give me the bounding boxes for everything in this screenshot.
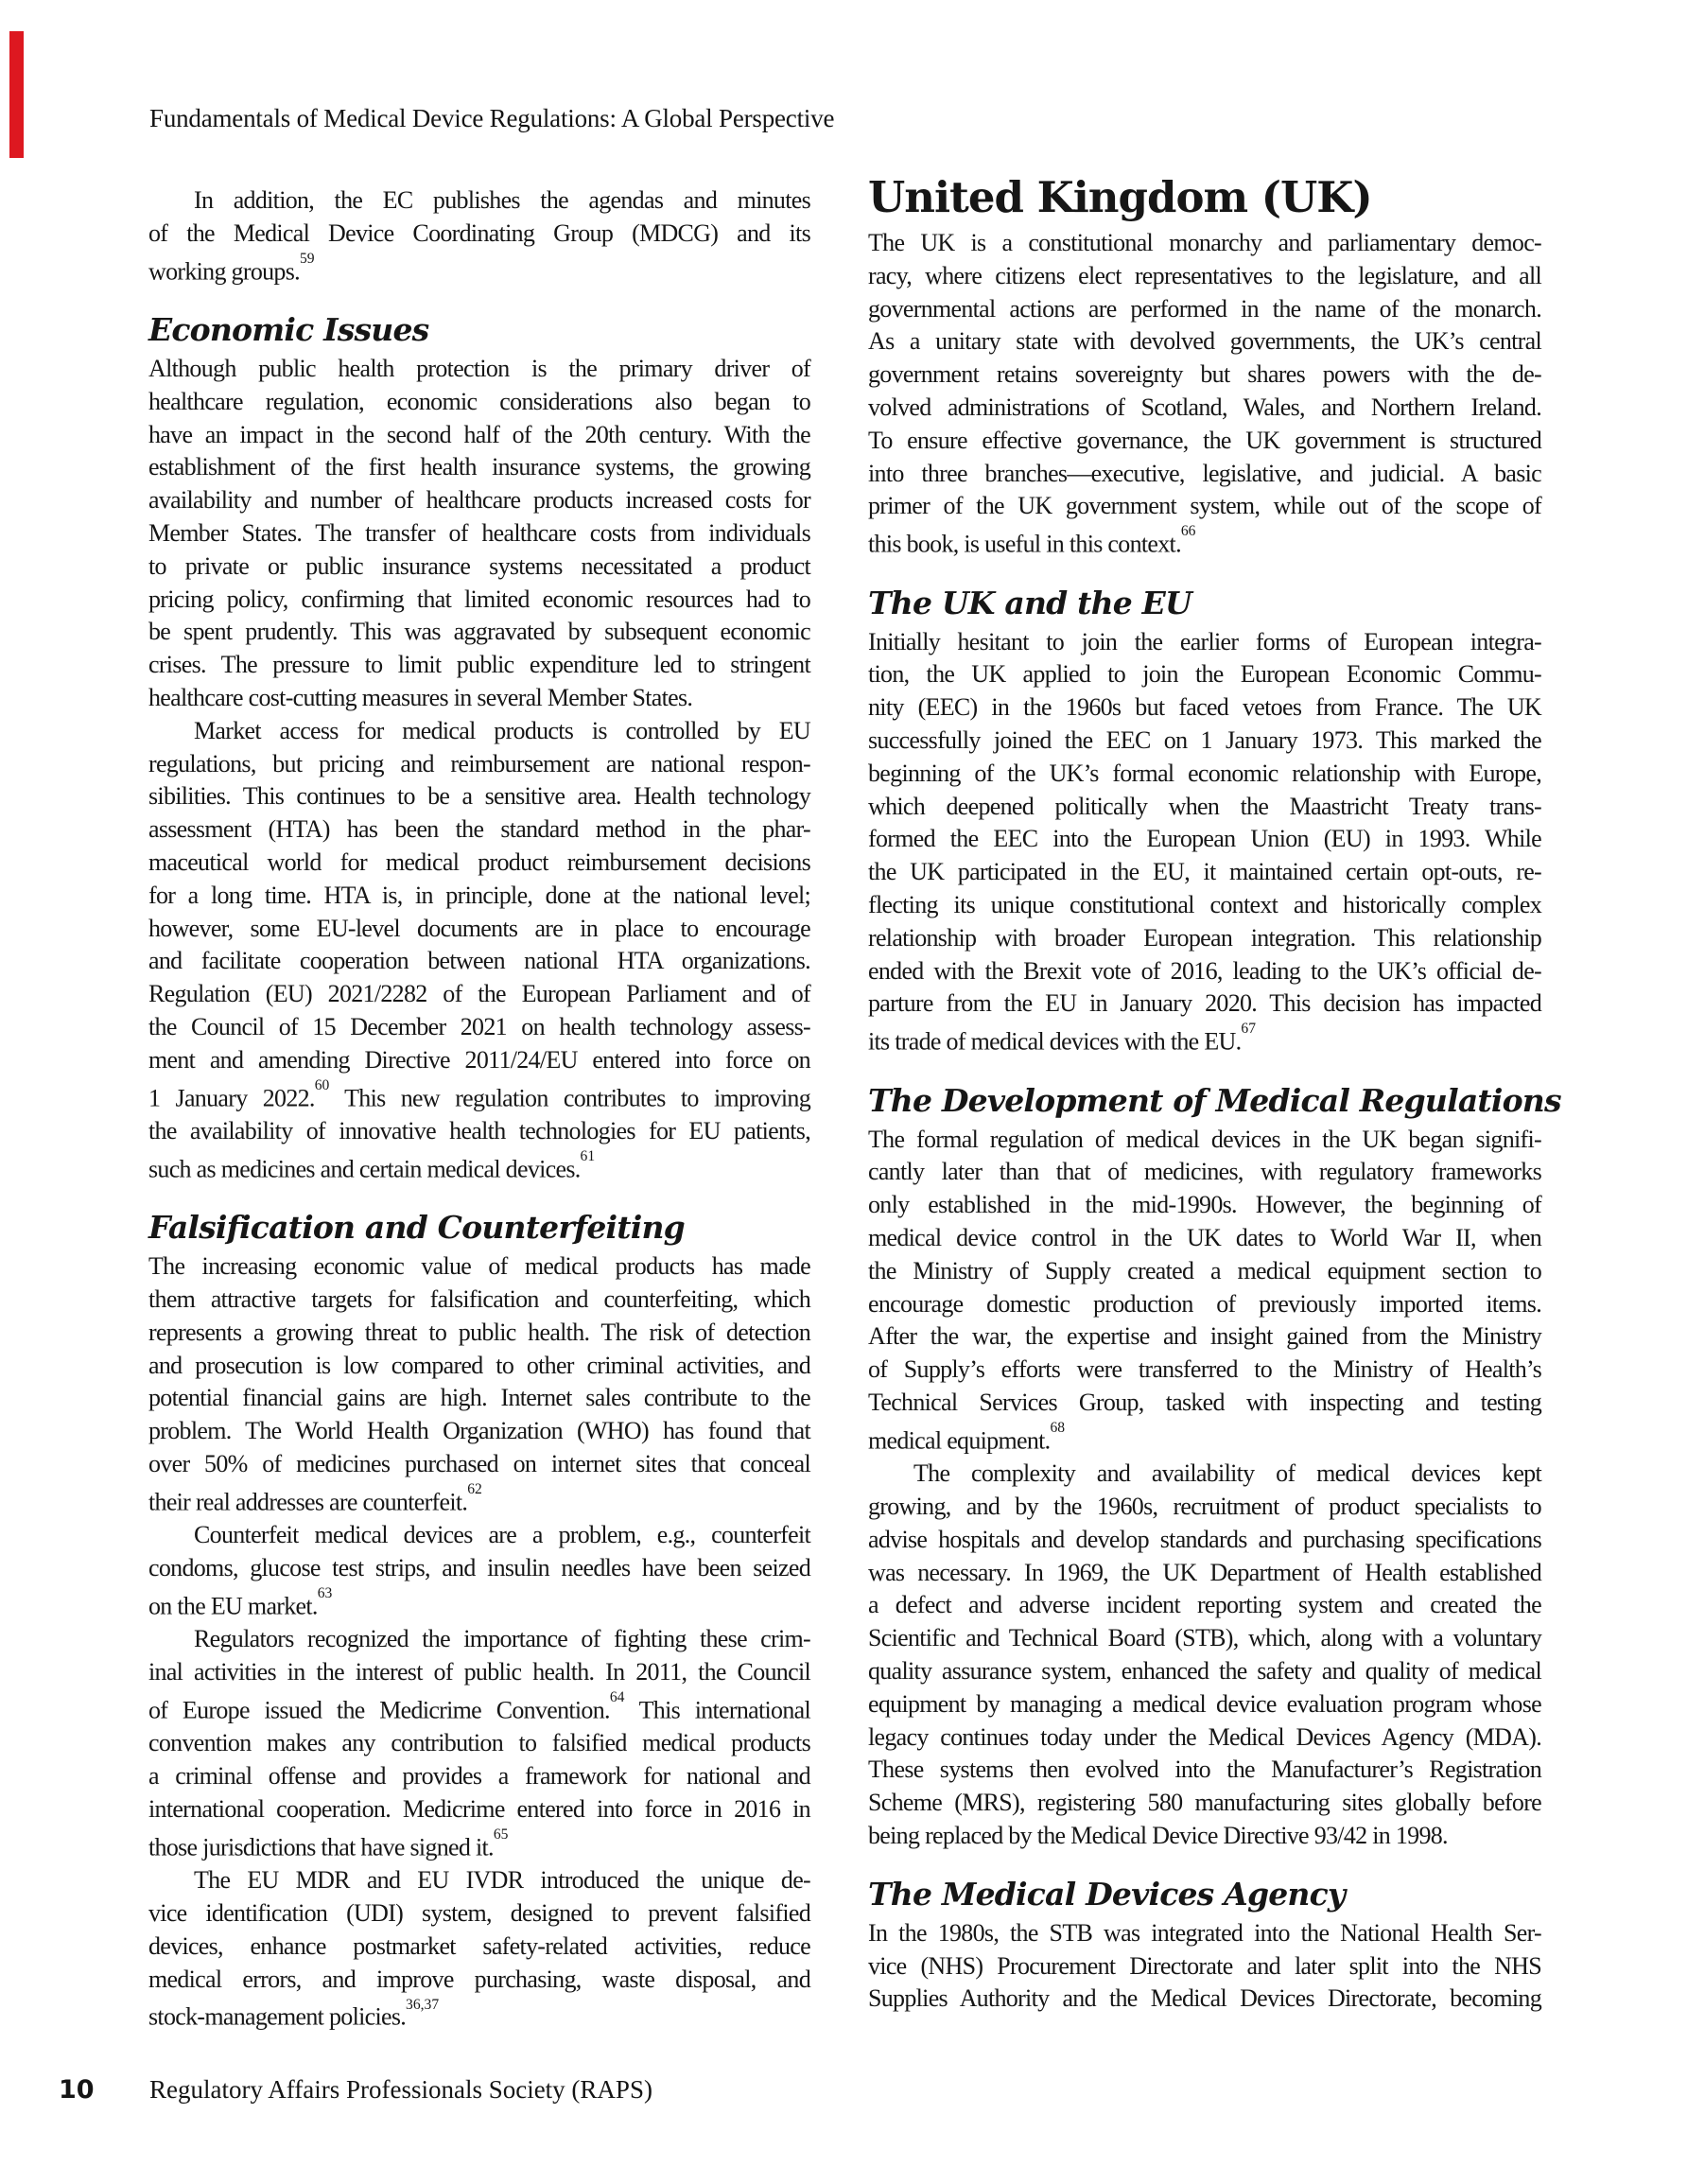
- text-line: of the Medical Device Coordinating Group (MDCG) and its: [148, 218, 810, 247]
- text-line: Supplies Authority and the Medical Devices Directorate, becoming: [868, 1984, 1541, 2013]
- text-line: Scheme (MRS), registering 580 manufacturing sites globally before: [868, 1789, 1541, 1817]
- footnote-reference: 66: [1180, 523, 1196, 540]
- text-line: legacy continues today under the Medical Devices Agency (MDA).: [868, 1722, 1541, 1751]
- chapter-edge-tab: [9, 31, 24, 158]
- text-line: assessment (HTA) has been the standard method in the phar-: [148, 815, 810, 844]
- text-line: healthcare cost-cutting measures in several Member States.: [148, 684, 693, 712]
- text-line: In the 1980s, the STB was integrated into the National Health Ser-: [868, 1918, 1541, 1947]
- text-line: Although public health protection is the primary driver of: [148, 355, 810, 383]
- text-line: After the war, the expertise and insight gained from the Ministry: [868, 1322, 1541, 1351]
- text-line: tion, the UK applied to join the European Economic Commu-: [868, 660, 1541, 689]
- text-line: Regulators recognized the importance of fighting these crim-: [194, 1625, 810, 1653]
- footnote-reference: 62: [467, 1481, 482, 1498]
- text-line: stock-management policies.$^{36,37}$: [148, 1996, 440, 2032]
- text-line: To ensure effective governance, the UK government is structured: [868, 426, 1541, 454]
- text-line: Regulation (EU) 2021/2282 of the European Parliament and of: [148, 980, 810, 1008]
- text-line: of Europe issued the Medicrime Convention.$^{64}$ This international: [148, 1689, 811, 1724]
- text-line: convention makes any contribution to falsified medical products: [148, 1729, 810, 1757]
- text-line: a criminal offense and provides a framework for national and: [148, 1762, 810, 1791]
- paragraph: [148, 184, 810, 288]
- paragraph: [148, 1623, 810, 1864]
- text-line: vice identification (UDI) system, designed to prevent falsified: [148, 1899, 810, 1928]
- footnote-reference: 65: [493, 1826, 509, 1843]
- section-title: United Kingdom (UK): [868, 172, 1372, 222]
- text-line: Counterfeit medical devices are a problem, e.g., counterfeit: [194, 1521, 810, 1549]
- footnote-reference: 61: [580, 1148, 596, 1165]
- text-line: These systems then evolved into the Manufacturer’s Registration: [868, 1756, 1541, 1784]
- footnote-reference: 67: [1241, 1021, 1256, 1038]
- section-heading: The UK and the EU: [868, 584, 1191, 621]
- text-line: its trade of medical devices with the EU.$^{67}$: [868, 1021, 1256, 1056]
- text-line: the UK participated in the EU, it maintained certain opt-outs, re-: [868, 858, 1541, 886]
- right-column: [868, 172, 1561, 2016]
- text-line: relationship with broader European integration. This relationship: [868, 923, 1541, 952]
- text-line: beginning of the UK’s formal economic relationship with Europe,: [868, 759, 1541, 787]
- text-line: the Council of 15 December 2021 on health technology assess-: [148, 1012, 810, 1040]
- text-line: The formal regulation of medical devices in the UK began signifi-: [868, 1125, 1541, 1153]
- paragraph: [148, 1519, 810, 1623]
- text-line: ment and amending Directive 2011/24/EU entered into force on: [148, 1045, 810, 1074]
- text-line: As a unitary state with devolved governments, the UK’s central: [868, 327, 1541, 356]
- text-line: Initially hesitant to join the earlier forms of European integra-: [868, 627, 1541, 655]
- text-line: equipment by managing a medical device evaluation program whose: [868, 1689, 1541, 1718]
- text-line: governmental actions are performed in the name of the monarch.: [868, 294, 1541, 323]
- paragraph: [148, 715, 810, 1186]
- section-heading: Economic Issues: [148, 311, 429, 349]
- text-line: Scientific and Technical Board (STB), which, along with a voluntary: [868, 1624, 1541, 1652]
- text-line: encourage domestic production of previously imported items.: [868, 1289, 1541, 1318]
- section-heading: The Medical Devices Agency: [868, 1875, 1346, 1913]
- text-line: condoms, glucose test strips, and insulin needles have been seized: [148, 1554, 810, 1582]
- text-line: volved administrations of Scotland, Wales, and Northern Ireland.: [868, 393, 1541, 421]
- paragraph: [868, 626, 1541, 1059]
- text-line: In addition, the EC publishes the agendas and minutes: [194, 186, 810, 214]
- text-line: racy, where citizens elect representatives to the legislature, and all: [868, 261, 1541, 289]
- running-header: Fundamentals of Medical Device Regulations: A Global Perspective: [149, 104, 835, 132]
- text-line: healthcare regulation, economic considerations also began to: [148, 387, 810, 415]
- footnote-reference: 68: [1050, 1420, 1066, 1437]
- text-line: international cooperation. Medicrime entered into force in 2016 in: [148, 1795, 810, 1823]
- text-line: inal activities in the interest of public health. In 2011, the Council: [148, 1658, 810, 1686]
- text-line: advise hospitals and develop standards and purchasing specifications: [868, 1525, 1541, 1553]
- footnote-reference: 63: [317, 1585, 333, 1602]
- text-line: those jurisdictions that have signed it.$^{65}$: [148, 1826, 509, 1861]
- text-line: growing, and by the 1960s, recruitment of product specialists to: [868, 1493, 1541, 1521]
- text-line: successfully joined the EEC on 1 January 1973. This marked the: [868, 726, 1541, 755]
- text-line: problem. The World Health Organization (WHO) has found that: [148, 1417, 810, 1445]
- text-line: and prosecution is low compared to other criminal activities, and: [148, 1351, 810, 1379]
- text-line: into three branches—executive, legislative, and judicial. A basic: [868, 459, 1541, 487]
- text-line: medical device control in the UK dates to World War II, when: [868, 1224, 1541, 1252]
- text-line: The EU MDR and EU IVDR introduced the unique de-: [194, 1866, 810, 1895]
- text-line: medical equipment.$^{68}$: [868, 1420, 1066, 1455]
- text-line: devices, enhance postmarket safety-related activities, reduce: [148, 1931, 810, 1960]
- text-line: primer of the UK government system, while out of the scope of: [868, 492, 1541, 520]
- text-line: The increasing economic value of medical products has made: [148, 1252, 810, 1281]
- section-heading: The Development of Medical Regulations: [868, 1081, 1561, 1119]
- text-line: working groups.$^{59}$: [148, 250, 315, 286]
- text-line: potential financial gains are high. Internet sales contribute to the: [148, 1384, 810, 1412]
- text-line: have an impact in the second half of the 20th century. With the: [148, 420, 810, 448]
- paragraph: [868, 1917, 1541, 2016]
- text-line: on the EU market.$^{63}$: [148, 1585, 333, 1620]
- text-line: parture from the EU in January 2020. This decision has impacted: [868, 989, 1541, 1018]
- footnote-reference: 64: [609, 1689, 625, 1706]
- text-line: maceutical world for medical product reimbursement decisions: [148, 848, 810, 876]
- text-line: represents a growing threat to public health. The risk of detection: [148, 1318, 810, 1346]
- text-line: such as medicines and certain medical devices.$^{61}$: [148, 1148, 596, 1183]
- paragraph: [868, 1124, 1541, 1459]
- page-number: 10: [59, 2075, 95, 2105]
- text-line: The UK is a constitutional monarchy and parliamentary democ-: [868, 229, 1541, 256]
- text-line: government retains sovereignty but shares powers with the de-: [868, 360, 1541, 389]
- text-line: vice (NHS) Procurement Directorate and later split into the NHS: [868, 1951, 1541, 1980]
- text-line: this book, is useful in this context.$^{66}$: [868, 523, 1196, 558]
- text-line: a defect and adverse incident reporting system and created the: [868, 1591, 1541, 1619]
- text-line: which deepened politically when the Maastricht Treaty trans-: [868, 792, 1541, 820]
- text-line: 1 January 2022.60 This new regulation contributes to improving: [148, 1076, 811, 1112]
- text-line: the availability of innovative health technologies for EU patients,: [148, 1117, 810, 1145]
- text-line: over 50% of medicines purchased on internet sites that conceal: [148, 1450, 810, 1478]
- text-line: for a long time. HTA is, in principle, done at the national level;: [148, 881, 810, 909]
- text-line: of Supply’s efforts were transferred to the Ministry of Health’s: [868, 1355, 1541, 1384]
- text-line: to private or public insurance systems necessitated a product: [148, 551, 810, 580]
- text-line: crises. The pressure to limit public expenditure led to stringent: [148, 651, 810, 679]
- footnote-reference: 36,37: [406, 1996, 440, 2013]
- footnote-reference: 59: [299, 250, 315, 267]
- text-line: The complexity and availability of medical devices kept: [913, 1459, 1541, 1488]
- text-line: pricing policy, confirming that limited economic resources had to: [148, 585, 810, 613]
- text-line: being replaced by the Medical Device Directive 93/42 in 1998.: [868, 1822, 1448, 1850]
- paragraph: [868, 227, 1541, 562]
- section-heading: Falsification and Counterfeiting: [148, 1209, 685, 1247]
- footer-society-name: Regulatory Affairs Professionals Society (RAPS): [149, 2075, 652, 2104]
- text-line: ended with the Brexit vote of 2016, leading to the UK’s official de-: [868, 956, 1541, 985]
- text-line: medical errors, and improve purchasing, waste disposal, and: [148, 1965, 810, 1993]
- paragraph: [148, 353, 810, 715]
- text-line: sibilities. This continues to be a sensitive area. Health technology: [148, 782, 810, 811]
- text-line: only established in the mid-1990s. However, the beginning of: [868, 1191, 1541, 1219]
- text-line: formed the EEC into the European Union (EU) in 1993. While: [868, 825, 1541, 853]
- text-line: their real addresses are counterfeit.$^{62}$: [148, 1481, 482, 1516]
- text-line: be spent prudently. This was aggravated by subsequent economic: [148, 618, 810, 646]
- text-line: Technical Services Group, tasked with inspecting and testing: [868, 1389, 1541, 1417]
- paragraph: [868, 1458, 1541, 1853]
- text-line: Market access for medical products is controlled by EU: [194, 716, 810, 744]
- text-line: nity (EEC) in the 1960s but faced vetoes from France. The UK: [868, 693, 1541, 722]
- text-line: however, some EU-level documents are in place to encourage: [148, 914, 810, 942]
- text-line: them attractive targets for falsification and counterfeiting, which: [148, 1285, 810, 1314]
- text-line: quality assurance system, enhanced the safety and quality of medical: [868, 1657, 1541, 1686]
- text-line: flecting its unique constitutional context and historically complex: [868, 891, 1541, 918]
- text-line: Member States. The transfer of healthcare costs from individuals: [148, 519, 810, 548]
- text-line: availability and number of healthcare products increased costs for: [148, 486, 810, 515]
- text-line: cantly later than that of medicines, with regulatory frameworks: [868, 1158, 1541, 1186]
- text-line: regulations, but pricing and reimbursement are national respon-: [148, 749, 810, 778]
- footnote-reference: 60: [314, 1076, 330, 1093]
- text-line: was necessary. In 1969, the UK Department of Health established: [868, 1558, 1541, 1586]
- text-line: establishment of the first health insurance systems, the growing: [148, 453, 810, 481]
- text-line: the Ministry of Supply created a medical equipment section to: [868, 1256, 1541, 1284]
- left-column: [148, 184, 810, 2035]
- text-line: and facilitate cooperation between national HTA organizations.: [148, 947, 810, 975]
- paragraph: [148, 1250, 810, 1519]
- paragraph: [148, 1864, 810, 2035]
